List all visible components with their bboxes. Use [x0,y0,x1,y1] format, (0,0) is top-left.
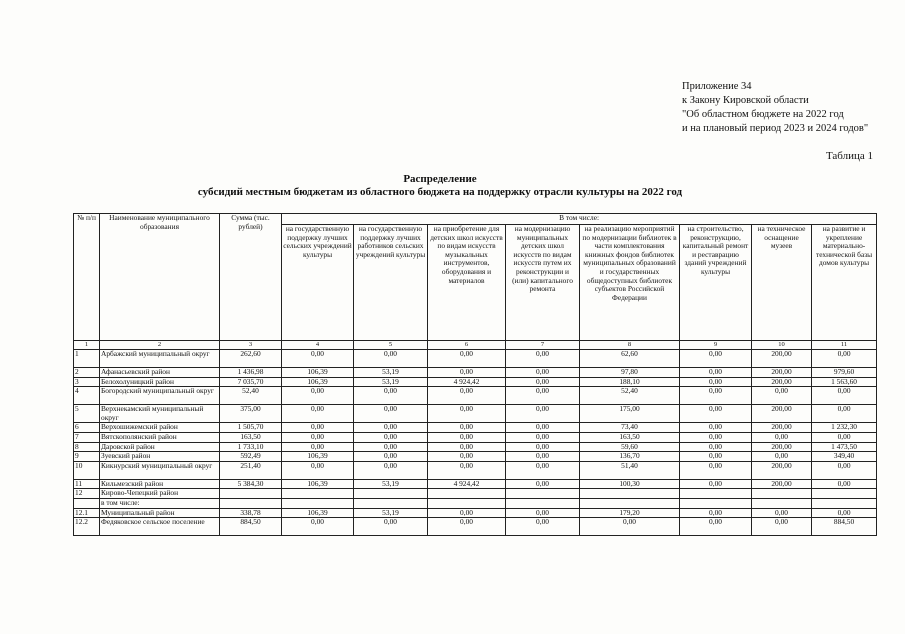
row-name: Федяковское сельское поселение [100,518,220,536]
row-col-5 [354,489,428,499]
appendix-note [682,80,900,136]
row-col-4: 0,00 [282,432,354,442]
row-name: Богородский муниципальный округ [100,387,220,405]
row-number: 12.1 [74,508,100,518]
row-col-4: 0,00 [282,405,354,423]
row-number: 11 [74,479,100,489]
row-col-8: 100,30 [580,479,680,489]
row-col-10: 200,00 [752,350,812,368]
row-col-4 [282,498,354,508]
row-col-5: 0,00 [354,518,428,536]
row-number [74,498,100,508]
row-sum: 251,40 [220,461,282,479]
row-col-6 [428,498,506,508]
row-sum [220,489,282,499]
row-col-8: 52,40 [580,387,680,405]
table-row [74,442,877,452]
table-row [74,423,877,433]
row-number: 12.2 [74,518,100,536]
row-name: Верхошижемский район [100,423,220,433]
header-col-9: на строительство, реконструкцию, капитальный ремонт и реставрацию зданий учреждений культуры [680,225,752,341]
row-col-9: 0,00 [680,368,752,378]
column-number: 7 [506,341,580,350]
column-number: 9 [680,341,752,350]
column-number-row [74,341,877,350]
row-col-10: 200,00 [752,405,812,423]
row-sum: 375,00 [220,405,282,423]
subsidy-table [73,213,877,536]
row-col-6: 0,00 [428,508,506,518]
row-col-9: 0,00 [680,518,752,536]
row-number: 1 [74,350,100,368]
row-col-5: 0,00 [354,452,428,462]
row-sum: 262,60 [220,350,282,368]
row-col-7: 0,00 [506,518,580,536]
table-row [74,518,877,536]
row-col-9: 0,00 [680,350,752,368]
column-number: 4 [282,341,354,350]
table-row [74,508,877,518]
row-col-11: 0,00 [812,479,877,489]
header-col-5: на государственную поддержку лучших работников сельских учреждений культуры [354,225,428,341]
row-col-5: 53,19 [354,377,428,387]
header-col-10: на техническое оснащение музеев [752,225,812,341]
row-col-10: 0,00 [752,508,812,518]
row-col-8: 136,70 [580,452,680,462]
row-name: Муниципальный район [100,508,220,518]
row-col-10: 0,00 [752,518,812,536]
row-sum: 7 035,70 [220,377,282,387]
row-col-9: 0,00 [680,432,752,442]
row-col-9: 0,00 [680,479,752,489]
row-name: в том числе: [100,498,220,508]
row-col-4: 0,00 [282,518,354,536]
row-col-6: 0,00 [428,423,506,433]
row-col-7 [506,489,580,499]
row-col-7: 0,00 [506,479,580,489]
table-row [74,498,877,508]
row-col-10 [752,498,812,508]
appendix-line-1: Приложение 34 [682,81,752,92]
row-number: 7 [74,432,100,442]
row-name: Вятскополянский район [100,432,220,442]
row-name: Арбажский муниципальный округ [100,350,220,368]
row-name: Верхнекамский муниципальный округ [100,405,220,423]
row-col-8: 73,40 [580,423,680,433]
column-number: 8 [580,341,680,350]
column-number: 10 [752,341,812,350]
row-col-4: 0,00 [282,423,354,433]
row-col-10: 0,00 [752,432,812,442]
row-col-6 [428,489,506,499]
row-col-9: 0,00 [680,387,752,405]
row-col-9 [680,498,752,508]
row-sum: 338,78 [220,508,282,518]
row-col-8: 59,60 [580,442,680,452]
row-col-11 [812,489,877,499]
header-col-11: на развитие и укрепление материально-технической базы домов культуры [812,225,877,341]
row-number: 9 [74,452,100,462]
row-col-6: 0,00 [428,387,506,405]
row-col-11 [812,498,877,508]
row-number: 5 [74,405,100,423]
row-col-7: 0,00 [506,368,580,378]
row-col-7: 0,00 [506,461,580,479]
row-col-6: 0,00 [428,518,506,536]
column-number: 3 [220,341,282,350]
row-col-11: 979,60 [812,368,877,378]
row-number: 3 [74,377,100,387]
row-col-11: 0,00 [812,432,877,442]
appendix-line-3: "Об областном бюджете на 2022 год [682,109,844,120]
row-col-4: 0,00 [282,442,354,452]
row-col-10 [752,489,812,499]
row-col-4: 0,00 [282,461,354,479]
row-number: 6 [74,423,100,433]
row-sum: 1 733,10 [220,442,282,452]
row-number: 4 [74,387,100,405]
row-col-5 [354,498,428,508]
row-col-4: 0,00 [282,350,354,368]
row-col-6: 0,00 [428,350,506,368]
row-col-7 [506,498,580,508]
header-col-6: на приобретение для детских школ искусств по видам искусств музыкальных инструментов, оборудования и материалов [428,225,506,341]
title-line-2: субсидий местным бюджетам из областного бюджета на поддержку отрасли культуры на 2022 год [197,186,683,198]
row-col-5: 53,19 [354,508,428,518]
row-col-5: 0,00 [354,461,428,479]
row-col-9: 0,00 [680,405,752,423]
row-col-7: 0,00 [506,432,580,442]
column-number: 11 [812,341,877,350]
row-col-9 [680,489,752,499]
row-col-7: 0,00 [506,423,580,433]
row-name: Афанасьевский район [100,368,220,378]
row-col-8: 175,00 [580,405,680,423]
title-line-1: Распределение [403,173,477,185]
row-col-8: 51,40 [580,461,680,479]
row-col-6: 0,00 [428,461,506,479]
row-col-4: 106,39 [282,508,354,518]
row-sum: 5 384,30 [220,479,282,489]
header-col-4: на государственную поддержку лучших сельских учреждений культуры [282,225,354,341]
column-number: 5 [354,341,428,350]
row-sum: 592,49 [220,452,282,462]
column-number: 1 [74,341,100,350]
header-col-8: на реализацию мероприятий по модернизации библиотек в части комплектования книжных фондов библиотек муниципальных образований и государственных общедоступных библиотек субъектов Российской Федерации [580,225,680,341]
row-col-10: 0,00 [752,387,812,405]
row-col-9: 0,00 [680,423,752,433]
row-col-4: 0,00 [282,387,354,405]
row-col-4: 106,39 [282,452,354,462]
row-col-11: 0,00 [812,461,877,479]
row-col-5: 53,19 [354,368,428,378]
row-col-6: 0,00 [428,432,506,442]
row-col-11: 1 232,30 [812,423,877,433]
row-sum: 52,40 [220,387,282,405]
table-row [74,368,877,378]
table-row [74,387,877,405]
row-col-6: 4 924,42 [428,377,506,387]
table-row [74,432,877,442]
row-col-11: 1 563,60 [812,377,877,387]
row-col-7: 0,00 [506,442,580,452]
row-sum: 163,50 [220,432,282,442]
table-row [74,461,877,479]
table-row [74,479,877,489]
row-col-7: 0,00 [506,387,580,405]
header-num: № п/п [74,214,100,341]
table-label: Таблица 1 [825,150,873,162]
row-col-4 [282,489,354,499]
document-title [160,173,720,199]
row-col-10: 200,00 [752,461,812,479]
row-col-5: 0,00 [354,432,428,442]
column-number: 6 [428,341,506,350]
row-col-10: 200,00 [752,423,812,433]
row-col-6: 0,00 [428,405,506,423]
row-col-11: 0,00 [812,405,877,423]
table-row [74,377,877,387]
row-col-8 [580,498,680,508]
row-name: Белохолуницкий район [100,377,220,387]
row-col-7: 0,00 [506,452,580,462]
row-col-4: 106,39 [282,377,354,387]
column-number: 2 [100,341,220,350]
table-row [74,452,877,462]
row-col-9: 0,00 [680,377,752,387]
row-col-10: 0,00 [752,452,812,462]
row-number: 8 [74,442,100,452]
row-sum [220,498,282,508]
row-col-5: 0,00 [354,442,428,452]
row-col-11: 884,50 [812,518,877,536]
row-col-11: 0,00 [812,387,877,405]
row-col-10: 200,00 [752,479,812,489]
row-name: Даровской район [100,442,220,452]
row-col-9: 0,00 [680,442,752,452]
row-col-11: 1 473,50 [812,442,877,452]
row-col-8: 179,20 [580,508,680,518]
row-col-4: 106,39 [282,368,354,378]
row-col-7: 0,00 [506,405,580,423]
row-col-7: 0,00 [506,377,580,387]
row-col-7: 0,00 [506,350,580,368]
row-col-9: 0,00 [680,452,752,462]
row-col-9: 0,00 [680,508,752,518]
table-row [74,405,877,423]
row-col-11: 349,40 [812,452,877,462]
row-col-5: 0,00 [354,350,428,368]
header-col-7: на модернизацию муниципальных детских школ искусств по видам искусств путем их реконструкции и (или) капитального ремонта [506,225,580,341]
row-col-5: 0,00 [354,405,428,423]
row-col-8: 62,60 [580,350,680,368]
row-col-6: 4 924,42 [428,479,506,489]
row-col-9: 0,00 [680,461,752,479]
row-name: Зуевский район [100,452,220,462]
row-col-6: 0,00 [428,442,506,452]
row-col-8: 97,80 [580,368,680,378]
row-col-6: 0,00 [428,368,506,378]
row-sum: 1 505,70 [220,423,282,433]
table-body [74,350,877,536]
row-col-8: 163,50 [580,432,680,442]
header-name: Наименование муниципального образования [100,214,220,341]
appendix-line-2: к Закону Кировской области [682,95,809,106]
row-number: 10 [74,461,100,479]
row-name: Кильмезский район [100,479,220,489]
row-sum: 1 436,98 [220,368,282,378]
row-number: 2 [74,368,100,378]
row-col-10: 200,00 [752,377,812,387]
appendix-line-4: и на плановый период 2023 и 2024 годов" [682,123,869,134]
header-including: В том числе: [282,214,877,225]
row-col-4: 106,39 [282,479,354,489]
row-col-10: 200,00 [752,368,812,378]
row-col-5: 53,19 [354,479,428,489]
row-col-8: 188,10 [580,377,680,387]
row-name: Кирово-Чепецкий район [100,489,220,499]
header-sum: Сумма (тыс. рублей) [220,214,282,341]
row-col-8 [580,489,680,499]
row-col-5: 0,00 [354,387,428,405]
table-row [74,350,877,368]
row-col-6: 0,00 [428,452,506,462]
row-name: Кикнурский муниципальный округ [100,461,220,479]
row-col-11: 0,00 [812,508,877,518]
table-row [74,489,877,499]
row-col-5: 0,00 [354,423,428,433]
row-col-10: 200,00 [752,442,812,452]
row-sum: 884,50 [220,518,282,536]
row-col-7: 0,00 [506,508,580,518]
row-col-8: 0,00 [580,518,680,536]
row-number: 12 [74,489,100,499]
row-col-11: 0,00 [812,350,877,368]
